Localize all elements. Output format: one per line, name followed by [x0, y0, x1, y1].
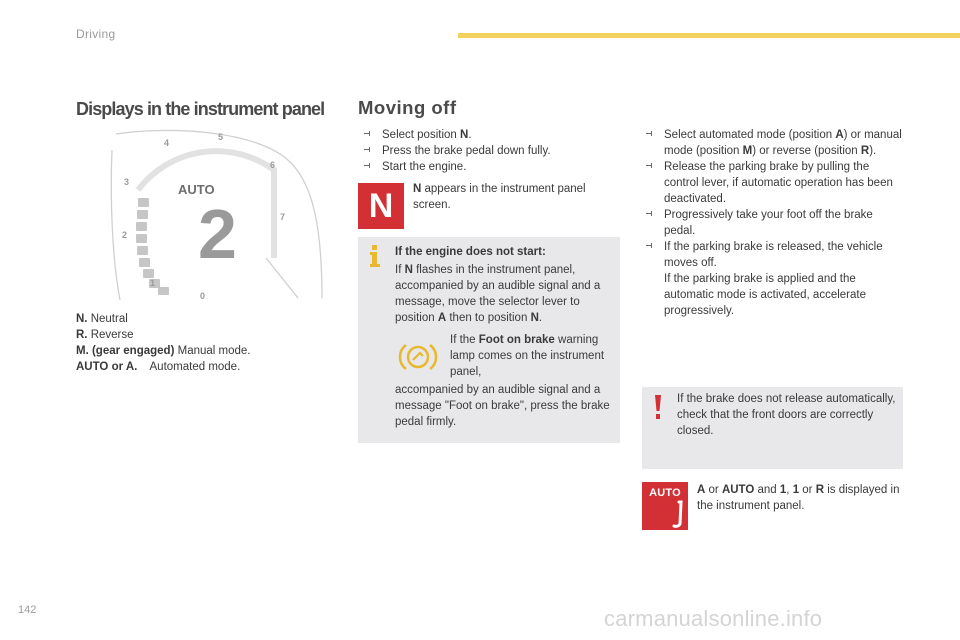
- info-title: If the engine does not start:: [395, 246, 546, 258]
- info-paragraph-2: If the Foot on brake warning lamp comes on the instrument panel,: [450, 334, 605, 378]
- scale-label-6: 6: [270, 160, 276, 170]
- auto-icon-word: AUTO: [649, 487, 681, 499]
- scale-label-4: 4: [164, 138, 170, 148]
- heading-moving-off: Moving off: [358, 97, 457, 118]
- gauge-auto-word: AUTO: [178, 182, 215, 197]
- scale-label-2: 2: [122, 230, 128, 240]
- info-icon: [368, 244, 382, 268]
- foot-on-brake-icon: [398, 340, 438, 374]
- watermark-text: carmanualsonline.info: [604, 606, 823, 631]
- right-steps: [642, 127, 904, 319]
- auto-display-text: A or AUTO and 1, 1 or R is displayed in the instrument panel.: [697, 484, 900, 512]
- info-paragraph-3: accompanied by an audible signal and a message "Foot on brake", press the brake pedal firmly.: [395, 384, 610, 428]
- legend-list: [76, 311, 250, 375]
- warning-text: If the brake does not release automatically, check that the front doors are correctly closed.: [677, 393, 896, 437]
- n-display-text: N appears in the instrument panel screen.: [413, 183, 586, 211]
- scale-label-0: 0: [200, 291, 206, 301]
- step-start-engine: Start the engine.: [360, 159, 610, 175]
- instrument-panel-illustration: [108, 128, 328, 304]
- page-number: 142: [18, 604, 37, 616]
- scale-label-7: 7: [280, 212, 286, 222]
- step-select-mode: Select automated mode (position A) or manual mode (position M) or reverse (position R).: [642, 127, 904, 159]
- legend-row-n: N. Neutral: [76, 313, 128, 325]
- step-release-foot: Progressively take your foot off the brake pedal.: [642, 207, 904, 239]
- step-vehicle-moves: If the parking brake is released, the vehicle moves off.: [642, 239, 904, 271]
- section-title: Driving: [76, 27, 116, 41]
- scale-label-5: 5: [218, 132, 224, 142]
- scale-label-3: 3: [124, 177, 130, 187]
- warning-icon: [652, 393, 664, 421]
- legend-row-auto: AUTO or A. Automated mode.: [76, 361, 241, 373]
- gauge-inner-bezel: [111, 150, 120, 300]
- step-press-brake: Press the brake pedal down fully.: [360, 143, 610, 159]
- step-vehicle-moves-continued: If the parking brake is applied and the automatic mode is activated, accelerate progressively.: [664, 273, 866, 317]
- step-release-brake: Release the parking brake by pulling the control lever, if automatic operation has been deactivated.: [642, 159, 904, 207]
- scale-label-1: 1: [150, 278, 156, 288]
- info-paragraph-1: If N flashes in the instrument panel, accompanied by an audible signal and a message, move the selector lever to position A then to position N.: [395, 264, 601, 324]
- legend-row-m: M. (gear engaged) Manual mode.: [76, 345, 251, 357]
- gauge-gear-digit: 2: [198, 195, 237, 273]
- gauge-needle-line: [266, 258, 298, 298]
- legend-row-r: R. Reverse: [76, 329, 134, 341]
- moving-off-steps: [360, 127, 610, 175]
- step-select-n: Select position N.: [360, 127, 610, 143]
- auto-gear-glyph: [670, 500, 684, 528]
- header-accent-bar: [458, 33, 960, 38]
- heading-displays: Displays in the instrument panel: [76, 99, 325, 119]
- n-display-icon: N: [358, 183, 404, 229]
